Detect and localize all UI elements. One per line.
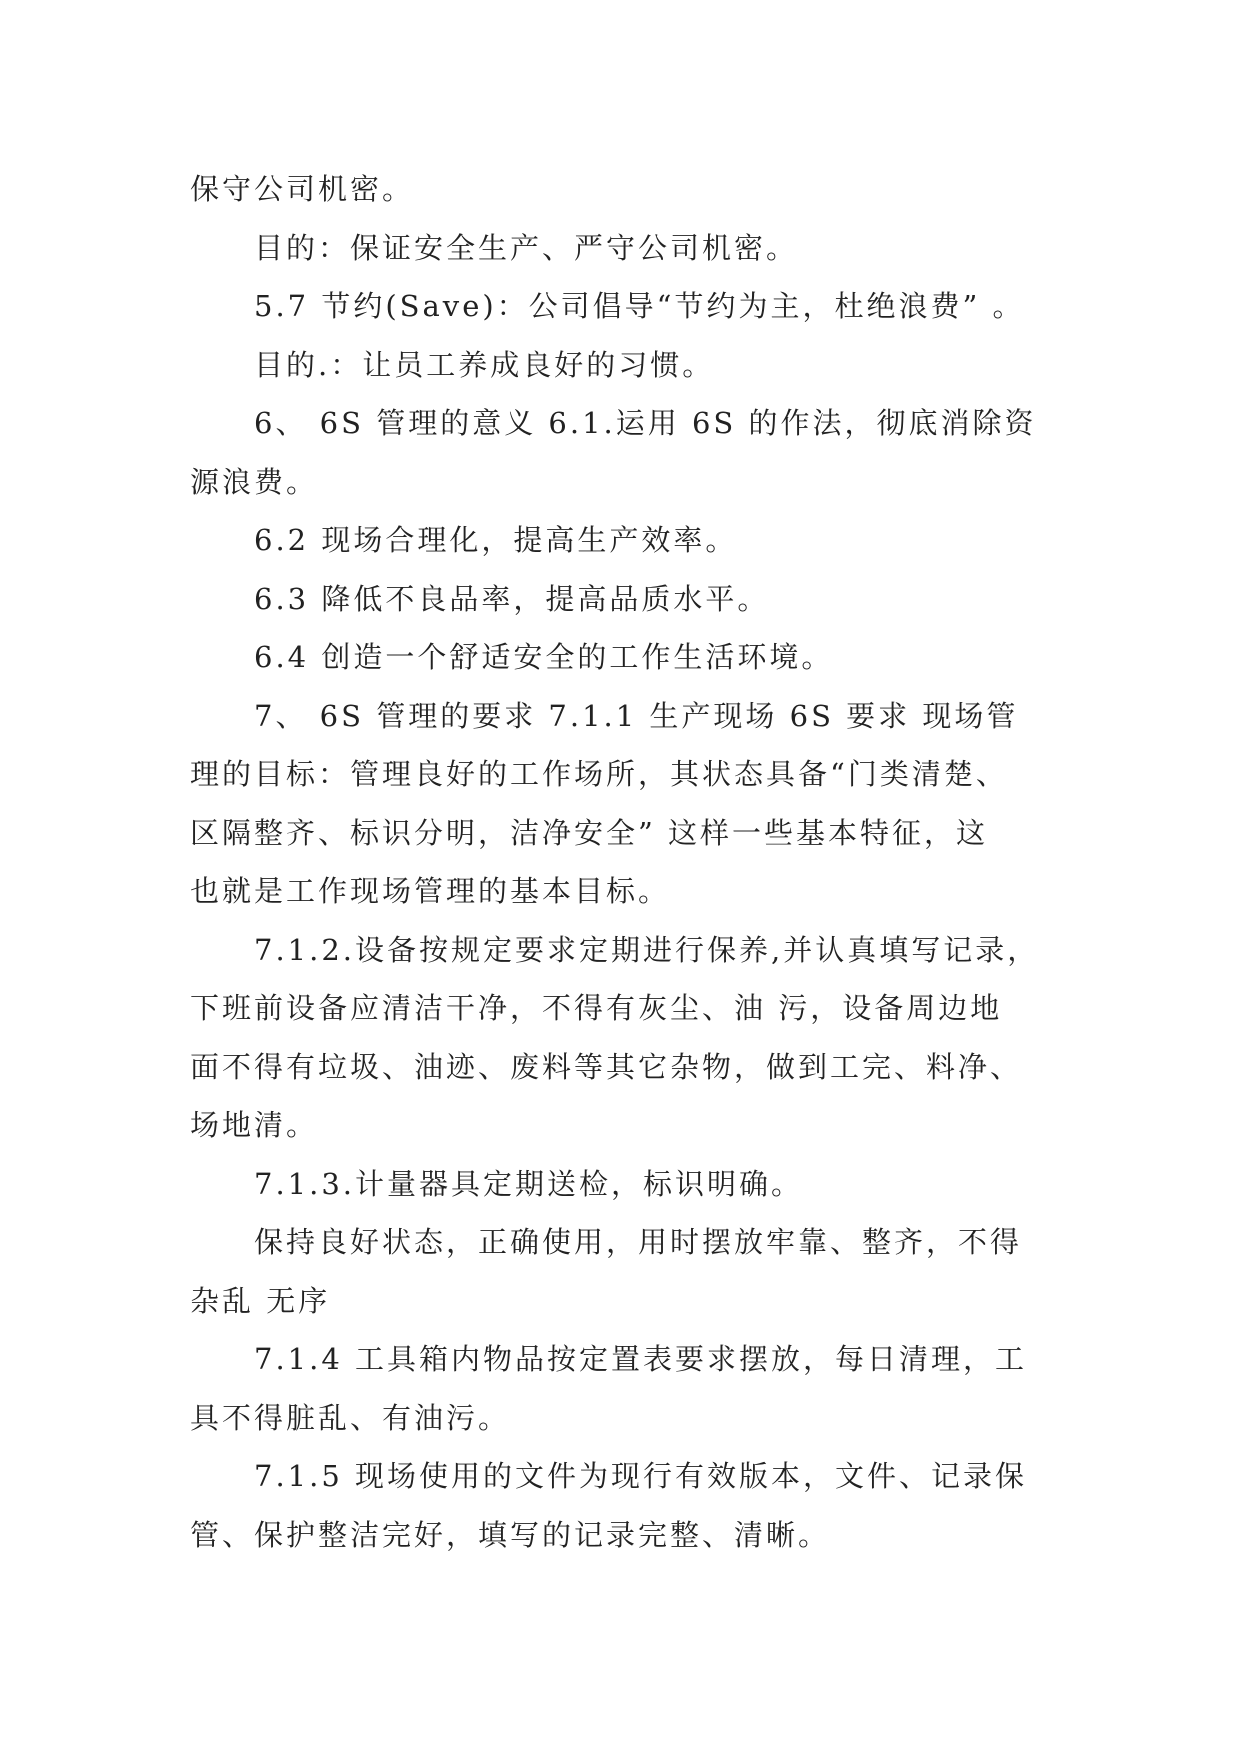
text-line: 区隔整齐、标识分明，洁净安全” 这样一些基本特征，这 — [190, 815, 989, 850]
text-line: 理的目标：管理良好的工作场所，其状态具备“门类清楚、 — [190, 757, 1008, 791]
text-line: 场地清。 — [190, 1108, 319, 1142]
text-line: 保持良好状态，正确使用，用时摆放牢靠、整齐，不得 — [254, 1225, 1023, 1259]
paragraph — [190, 219, 1070, 278]
paragraph — [190, 1213, 1070, 1330]
text-line: 下班前设备应清洁干净，不得有灰尘、油 污，设备周边地 — [190, 991, 1003, 1025]
paragraph — [190, 1155, 1070, 1214]
text-line: 保守公司机密。 — [190, 172, 415, 206]
text-line: 目的：保证安全生产、严守公司机密。 — [254, 230, 799, 265]
paragraph — [190, 628, 1070, 687]
text-line: 7.1.3.计量器具定期送检，标识明确。 — [254, 1166, 804, 1201]
text-line: 7、 6S 管理的要求 7.1.1 生产现场 6S 要求 现场管 — [254, 698, 1019, 733]
paragraph — [190, 687, 1070, 921]
document-body — [190, 160, 1070, 1564]
paragraph — [190, 160, 1070, 219]
paragraph — [190, 570, 1070, 629]
text-line: 6.4 创造一个舒适安全的工作生活环境。 — [254, 640, 834, 674]
paragraph — [190, 336, 1070, 395]
paragraph — [190, 1447, 1070, 1564]
text-line: 具不得脏乱、有油污。 — [190, 1400, 511, 1435]
text-line: 5.7 节约(Save)：公司倡导“节约为主，杜绝浪费” 。 — [254, 289, 1025, 323]
text-line: 也就是工作现场管理的基本目标。 — [190, 874, 671, 908]
text-line: 面不得有垃圾、油迹、废料等其它杂物，做到工完、料净、 — [190, 1049, 1023, 1084]
paragraph — [190, 921, 1070, 1155]
text-line: 6.2 现场合理化，提高生产效率。 — [254, 523, 738, 557]
text-line: 7.1.2.设备按规定要求定期进行保养,并认真填写记录， — [254, 932, 1040, 967]
text-line: 杂乱 无序 — [190, 1283, 331, 1318]
text-line: 6.3 降低不良品率，提高品质水平。 — [254, 581, 770, 616]
paragraph — [190, 511, 1070, 570]
text-line: 7.1.4 工具箱内物品按定置表要求摆放，每日清理，工 — [254, 1342, 1028, 1376]
text-line: 6、 6S 管理的意义 6.1.运用 6S 的作法，彻底消除资 — [254, 406, 1037, 440]
paragraph — [190, 394, 1070, 511]
text-line: 管、保护整洁完好，填写的记录完整、清晰。 — [190, 1517, 831, 1552]
text-line: 目的.：让员工养成良好的习惯。 — [254, 347, 715, 382]
text-line: 源浪费。 — [190, 464, 319, 499]
paragraph — [190, 1330, 1070, 1447]
text-line: 7.1.5 现场使用的文件为现行有效版本，文件、记录保 — [254, 1459, 1028, 1493]
paragraph — [190, 277, 1070, 336]
